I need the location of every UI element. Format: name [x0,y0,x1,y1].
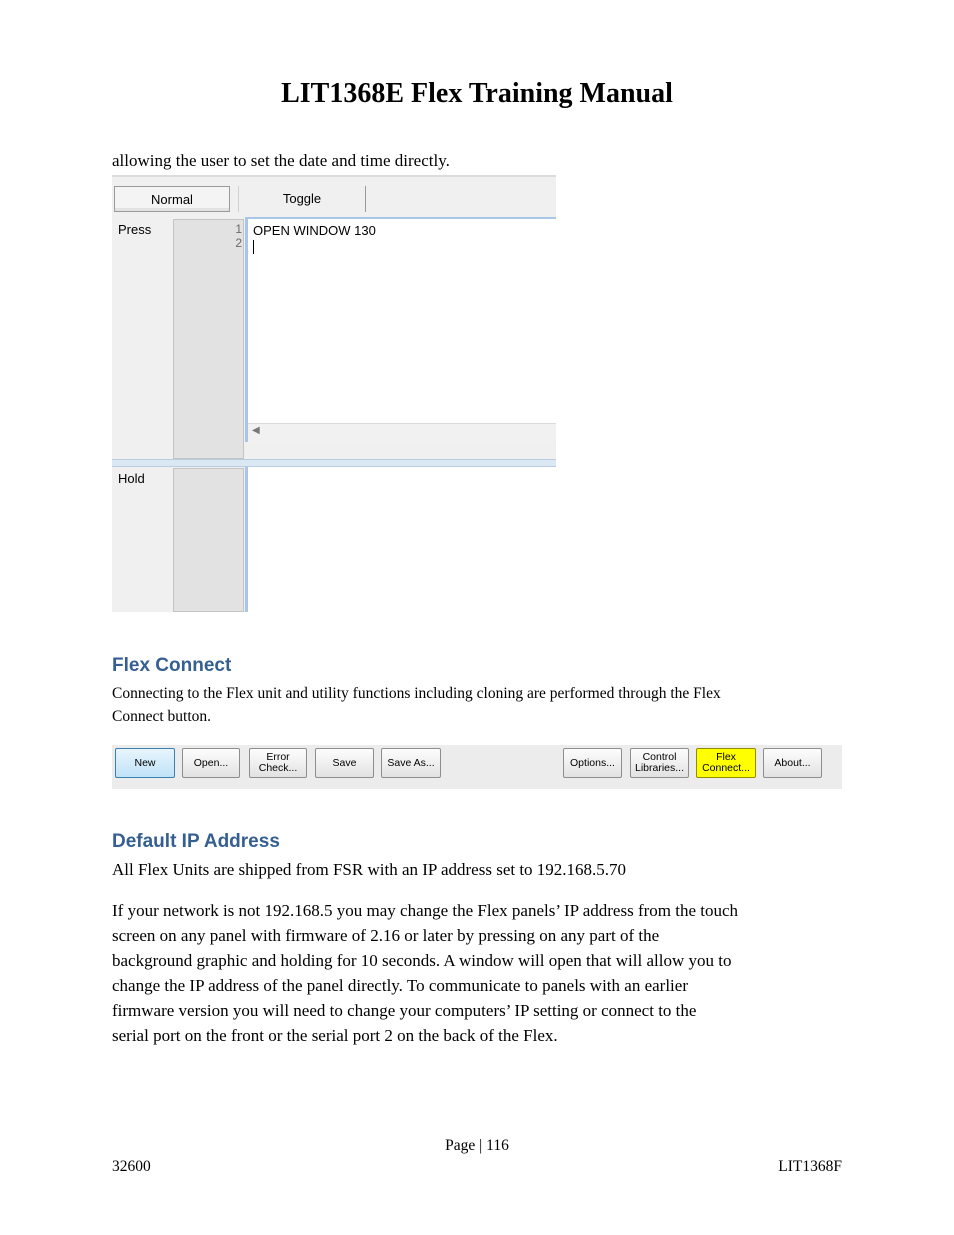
control-libraries-line1: Control [642,751,677,763]
flex-connect-body-line1: Connecting to the Flex unit and utility functions including cloning are performed through the Flex [112,685,721,702]
default-ip-para-line5: firmware version you will need to change your computers’ IP setting or connect to the [112,1001,697,1020]
toolbar-screenshot [112,745,842,789]
footer-left-code: 32600 [112,1158,151,1175]
horizontal-scrollbar[interactable] [248,423,556,442]
options-button[interactable]: Options... [563,748,622,778]
error-check-button[interactable] [249,748,307,778]
default-ip-para-line6: serial port on the front or the serial port 2 on the back of the Flex. [112,1026,558,1045]
save-button[interactable]: Save [315,748,374,778]
flex-connect-line2: Connect... [702,762,750,774]
editor-tab-bar [112,175,556,219]
line-number-1: 1 [235,222,242,236]
hold-code-editor[interactable] [245,467,556,612]
hold-gutter [173,468,244,612]
flex-connect-button[interactable] [696,748,756,778]
default-ip-para-line1: If your network is not 192.168.5 you may change the Flex panels’ IP address from the touch [112,901,739,920]
default-ip-shipped: All Flex Units are shipped from FSR with an IP address set to 192.168.5.70 [112,860,627,879]
scroll-left-arrow-icon[interactable]: ◀ [252,425,260,436]
open-button[interactable]: Open... [182,748,240,778]
default-ip-heading: Default IP Address [112,831,280,852]
save-as-button[interactable]: Save As... [381,748,441,778]
line-number-2: 2 [235,236,242,250]
default-ip-para-line2: screen on any panel with firmware of 2.16 or later by pressing on any part of the [112,926,660,945]
flex-connect-heading: Flex Connect [112,655,232,676]
footer-right-code: LIT1368F [778,1158,842,1175]
document-title: LIT1368E Flex Training Manual [281,78,673,109]
about-button[interactable]: About... [763,748,822,778]
text-caret [253,240,254,254]
press-hold-splitter[interactable] [112,459,556,467]
new-button[interactable]: New [115,748,175,778]
page-number: Page | 116 [445,1137,509,1154]
error-check-line2: Check... [258,762,298,774]
press-gutter [173,219,244,459]
default-ip-para-line4: change the IP address of the panel directly. To communicate to panels with an earlier [112,976,688,995]
control-libraries-line2: Libraries... [634,762,685,774]
flex-connect-body-line2: Connect button. [112,708,212,725]
tab-toggle[interactable]: Toggle [238,186,366,212]
action-editor-screenshot [112,175,556,612]
press-code-editor[interactable] [245,217,556,442]
intro-text: allowing the user to set the date and time directly. [112,151,450,170]
flex-connect-line1: Flex [716,751,736,763]
press-label: Press [118,222,152,237]
code-line: OPEN WINDOW 130 [253,223,376,238]
control-libraries-button[interactable] [630,748,689,778]
default-ip-para-line3: background graphic and holding for 10 seconds. A window will open that will allow you to [112,951,732,970]
hold-label: Hold [118,471,145,486]
tab-bar-filler [366,186,556,219]
error-check-line1: Error [266,751,290,763]
tab-normal[interactable]: Normal [114,186,230,212]
